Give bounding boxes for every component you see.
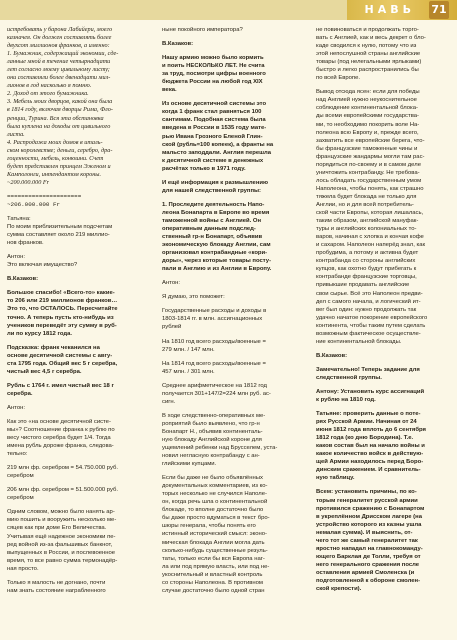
text-line: шюры генерала, чтобы понять его [162, 523, 256, 530]
paragraph [162, 338, 300, 354]
text-line: ная просто. [7, 565, 39, 572]
text-line: динским сражением. И сравнитель- [316, 467, 421, 474]
text-line: ми, то необходимо покорить воле На- [316, 121, 420, 128]
text-line: 1812 года (ко дню Бородина). Т.е. [316, 435, 414, 442]
section-title: НАВЬ [364, 3, 415, 16]
text-line: будет представлен принцем Эженом и [7, 162, 111, 170]
text-line: континента, чтобы таким путем сделать [316, 322, 426, 329]
paragraph [316, 88, 454, 346]
text-line: случае достаточно было одной стран [162, 587, 265, 594]
text-line: вать с Англией, как и весь декрет о бло- [316, 35, 426, 42]
text-line: товары (под нелегальными ярлыками) [316, 59, 422, 66]
text-line: казначея. Он должен составлять более [7, 34, 112, 42]
text-line: по всей Европе. [316, 75, 361, 82]
text-line: Камполонги, интендантом короны. [7, 170, 102, 178]
text-line: Антон: [162, 280, 180, 287]
text-line: 206 млн фр. серебром = 51.500.000 руб. [7, 487, 118, 494]
text-line: Государственные расходы и доходы в [162, 308, 267, 315]
text-line: организовал контрабандные «кори- [162, 250, 268, 257]
text-line: Всем: установить причины, по ко- [316, 489, 417, 496]
text-line: уничтожить контрабанду. Не требова- [316, 169, 420, 176]
text-line: устройство которого из казны ушла [316, 521, 422, 528]
text-line: Антону: Установить курс ассигнаций [316, 388, 425, 395]
text-line: бюджета России на любой год XIX [162, 79, 263, 86]
text-line: немалая сумма). И выяснить, от- [316, 529, 413, 536]
text-line: к рублю на 1810 год. [316, 397, 376, 404]
text-line: Татьяна: [7, 216, 31, 223]
text-line: 457 млн. / 301 млн. [162, 368, 215, 375]
paragraph [7, 26, 145, 187]
text-line: сяцев как при доме Его Величества. [7, 525, 107, 532]
text-line: Среднее арифметическое на 1812 год [162, 382, 267, 389]
text-line: сумма составляет около 219 миллио- [7, 232, 110, 239]
text-line: Замечательно! Теперь задание для [316, 366, 420, 373]
text-line: над Англией нужно неукоснительное [316, 97, 417, 104]
text-line: расчётах только в 1971 году. [162, 165, 246, 172]
text-line: В.Казаков: [7, 276, 39, 283]
text-line: для нашей следственной группы: [162, 187, 262, 194]
text-line: учеников переведёт эту сумму в руб- [7, 322, 117, 329]
text-line: мическая блокада Англии могла дать [162, 539, 265, 546]
text-line: двухсот миллионов франков, а именно: [7, 42, 110, 50]
text-line: точно. А теперь пусть кто-нибудь из [7, 314, 114, 321]
text-line: они составляли более двенадцати мил- [7, 74, 111, 82]
text-line: яростно нападал на главнокоманду- [316, 545, 423, 552]
text-line: ланные мной в течение четырнадцати [7, 58, 111, 66]
paragraph [162, 412, 300, 468]
paragraph [316, 488, 454, 593]
text-line: порядиться по-своему и в самом деле [316, 161, 421, 168]
text-line: бы французские таможенные чины и [316, 145, 418, 152]
paragraph [7, 508, 145, 572]
text-line: сколько-нибудь существенные резуль- [162, 547, 268, 554]
text-line: время, то все равно сумма термонадёр- [7, 557, 118, 564]
text-line: в укреплённом Дрисском лагере (на [316, 513, 422, 520]
text-line: оставления армией Смоленска (и [316, 569, 415, 576]
text-line: 1803-1814 гг. в млн. ассигнационных [162, 316, 263, 323]
text-line: экономическую блокаду Англии, сам [162, 242, 271, 249]
paragraph [7, 382, 145, 398]
text-line: июня 1812 года вплоть до 6 сентября [316, 427, 426, 434]
text-line: Нашу армию можно было кормить [162, 55, 264, 62]
text-line: Антон: [7, 254, 25, 261]
paragraph [7, 464, 145, 480]
text-line: возможным фактическое осуществле- [316, 330, 421, 337]
text-line: Наполеона, чтобы понять, как страшно [316, 185, 424, 192]
paragraph [162, 382, 300, 406]
text-line: лионов в год насколько я помню. [7, 82, 92, 90]
text-line: ную блокаду Английской короне для [162, 436, 262, 443]
text-line: оперативным данным подслед- [162, 225, 256, 232]
text-line: торых несколько не случился Наполе- [162, 491, 267, 498]
text-line: укоснительный и властный контроль [162, 571, 263, 578]
text-line: дел с самого начала, и логический ит- [316, 298, 421, 305]
text-line: и поить НЕСКОЛЬКО ЛЕТ. Не счита [162, 63, 265, 70]
text-line: новил негласную контрабанду с ан- [162, 453, 260, 460]
paragraph [7, 215, 145, 247]
text-line: серебром [7, 495, 34, 502]
text-line: Подсказка: франк чеканился на [7, 344, 100, 351]
text-line: документальных комментариев, из ко- [162, 483, 268, 490]
text-line: выпущенных в России, и послевоенное [7, 549, 116, 556]
text-line: него генерального сражения после [316, 561, 420, 568]
text-line: рублей [162, 324, 182, 331]
text-line: туры и английских колониальных то- [316, 226, 417, 233]
paragraph [162, 179, 300, 195]
text-line: ущемлений ребенки над Брусселем, уста- [162, 445, 278, 452]
text-line: и сахаром. Наполеон наперёд знал, как [316, 242, 426, 249]
text-line: привыкшие продавать английские [316, 282, 410, 289]
text-line: варов, начиная с хлопка и кончая кофе [316, 234, 424, 241]
paragraph [316, 26, 454, 82]
text-line: ющего Барклая де Толли, требуя от [316, 553, 421, 560]
text-line: тельно: [7, 451, 28, 458]
text-line: таты, только если бы вся Европа наг- [162, 555, 265, 562]
text-line: глийскими купцами. [162, 461, 217, 468]
text-line: имена рубль дороже франка, следова- [7, 443, 114, 450]
text-line: Это то, что ОСТАЛОСЬ. Пересчитайте [7, 306, 118, 313]
text-line: удачно начатое покорение европейского [316, 314, 428, 321]
text-line: серебра. [7, 390, 33, 397]
text-line: каков состав был на начало войны и [316, 443, 425, 450]
text-line: ственный гр-н Бонапарт, объявив [162, 234, 263, 241]
text-line: к десятичной системе в денежных [162, 157, 264, 164]
text-line: получается 301+147/2=224 млн руб. ас- [162, 390, 271, 397]
text-line: ла или под прямую власть, или под не- [162, 563, 270, 570]
text-line: В.Казаков: [162, 41, 194, 48]
text-line: Если бы даже не было объявлённых [162, 475, 263, 482]
paragraph [316, 352, 454, 360]
paragraph [162, 26, 300, 34]
text-line: основе десятичной системы с авгу- [7, 352, 113, 359]
text-line: весу чистого серебра будет 1/4. Тогда [7, 435, 111, 442]
text-line: Учитывая ещё надежное экономики пе- [7, 533, 116, 540]
text-line: контрабанда со стороны английских [316, 258, 416, 265]
text-line: введена в России в 1535 году мате- [162, 125, 267, 132]
text-line: блокаде, то вполне достаточно было [162, 507, 264, 514]
text-line: ста 1795 года. Общий вес 5 г серебра, [7, 360, 118, 367]
paragraph [316, 366, 454, 382]
text-line: 4. Распродажа моих домов в италь- [7, 138, 103, 146]
text-line: века. [162, 87, 177, 94]
text-line: таким образом, английской мануфак- [316, 218, 419, 225]
paragraph [162, 293, 300, 301]
text-line: гоценности, мебель, конюшни. Счет [7, 154, 104, 162]
paragraph [162, 100, 300, 172]
text-line: контрабанде французские торговцы, [316, 274, 417, 281]
text-line: роприятий было выявлено, что гр-н [162, 420, 260, 427]
text-line: истинный исторический смысл: эконо- [162, 531, 267, 538]
text-line: когда 1 франк стал равняться 100 [162, 109, 262, 116]
text-line: ред войной из-за фальшивых банкнот, [7, 541, 113, 548]
text-line: листа. [7, 130, 25, 138]
text-line: 2. Доход от этого бумажника. [7, 90, 89, 98]
text-line: ском королевстве; деньги, серебро, дра- [7, 146, 113, 154]
text-line: ныне покойного императора? [162, 27, 243, 33]
text-line: В.Казаков: [316, 352, 348, 359]
text-line: лет согласно моему цивильному листу; [7, 66, 110, 74]
text-line: ли по курсу 1812 года. [7, 330, 73, 337]
text-line: 3. Мебель моих дворцов, какой она была [7, 98, 113, 106]
text-line: ской части Европы, которая лишалась, [316, 210, 424, 217]
paragraph [7, 486, 145, 502]
text-line: следственной группы. [316, 374, 382, 381]
text-line: В ходе следственно-оперативных ме- [162, 412, 266, 419]
paragraph [7, 418, 145, 458]
text-line: ской (рубль=100 копеек), а франты на [162, 141, 274, 148]
text-line: торым генералитет русской армии [316, 497, 418, 504]
paragraph [162, 360, 300, 376]
text-line: леона Бонапарта в Европе во время [162, 209, 270, 216]
paragraph [162, 201, 300, 273]
text-line: ренции, Турина. Вся эта обстановка [7, 114, 104, 122]
text-line: какое количество войск в действую- [316, 451, 424, 458]
text-line: вег был один: нужно продолжать так [316, 306, 417, 313]
text-line: рях Русской Армии. Начиная от 24 [316, 419, 417, 426]
running-header [0, 0, 457, 20]
text-line: 219 млн фр. серебром = 54.750.000 руб. [7, 465, 118, 472]
text-line: этой непослушной страны английские [316, 51, 421, 58]
paragraph [162, 307, 300, 331]
text-line: французские жандармы могли там рас- [316, 153, 425, 160]
text-line: серебром [7, 473, 34, 480]
text-line: не повиноваться и продолжать торго- [316, 27, 419, 33]
text-line: Из основе десятичной системы это [162, 101, 267, 108]
text-line: таможенной войны с Англией. Он [162, 217, 262, 224]
text-line: тяжела будет блокада не только для [316, 193, 417, 200]
text-line: доры», через которые товары посту- [162, 258, 272, 265]
text-line: пали в Англию и из Англии в Европу. [162, 266, 272, 273]
paragraph [316, 388, 454, 404]
paragraph [7, 289, 145, 337]
text-line: мию пошить и вооружить несколько ме- [7, 517, 117, 524]
text-line: ~200.000.000 Fr [7, 178, 50, 186]
paragraph [162, 54, 300, 94]
text-column-right [316, 26, 454, 599]
text-column-left [7, 26, 145, 601]
paragraph [7, 193, 145, 209]
text-line: Одним словом, можно было нанять ар- [7, 509, 115, 516]
paragraph [7, 404, 145, 412]
text-line: со стороны Наполеона. В противном [162, 579, 263, 586]
text-line: нам знать состояние награбленного [7, 587, 106, 594]
text-line: ние континентальной блокады. [316, 338, 402, 345]
text-line: пробудима, а потому и активна будет [316, 250, 419, 257]
text-line: 1. Бумажник, содержащий экономии, сде- [7, 50, 119, 58]
page-number: 71 [429, 1, 449, 19]
text-line: захватить все европейские берега, что- [316, 137, 425, 144]
text-line: нов франков. [7, 240, 44, 247]
text-column-middle [162, 26, 300, 601]
text-line: истребовать у барона Лабийери, моего [7, 26, 113, 33]
text-line: Это включая имущество? [7, 262, 78, 269]
paragraph [162, 474, 300, 595]
text-line: каде сводился к нулю, потому что из [316, 43, 417, 50]
text-line: купцов, как охотно будут прибегать к [316, 266, 417, 273]
text-line: Бонапарт Н., объявив континенталь- [162, 428, 263, 435]
text-line: сигн. [162, 398, 176, 405]
text-line: 1. Проследите деятельность Напо- [162, 201, 265, 208]
text-line: соблюдение континентальной блока- [316, 105, 418, 112]
text-line: сантимам. Подобная система была [162, 117, 266, 124]
text-line: рью Ивана Грозного Еленой Глин- [162, 133, 263, 140]
paragraph [162, 40, 300, 48]
text-line: Рубль с 1764 г. имел чистый вес 18 г [7, 382, 114, 389]
paragraph [7, 579, 145, 595]
paragraph [316, 410, 454, 482]
text-line: Как это «на основе десятичной систе- [7, 418, 111, 425]
text-line: свои сырье. Всё это Наполеон предви- [316, 290, 423, 297]
text-line: лось обладать государственным умом [316, 177, 422, 184]
text-line: ской крепости). [316, 586, 362, 593]
text-line: щей Армии находилось перед Боро- [316, 459, 424, 466]
text-line: ды всеми европейскими государства- [316, 113, 419, 120]
text-line: то 206 или 219 миллионов франков… [7, 298, 118, 305]
text-line: подготовленной к обороне смолен- [316, 578, 421, 584]
paragraph [162, 279, 300, 287]
text-line: мальсто заподдали. Англия перешла [162, 149, 272, 156]
text-line: за труд, посмотри цифры военного [162, 71, 266, 78]
text-line: чистый вес 4,5 г серебра. [7, 368, 82, 375]
text-line: бы даже просто вдуматься в текст бро- [162, 515, 270, 522]
text-line: полеона всю Европу и, прежде всего, [316, 129, 419, 136]
text-line: ~206.000.000 Fr [7, 200, 61, 208]
text-line: И ещё информация к размышлению [162, 179, 269, 186]
text-line: Вывод отсюда ясен: если для победы [316, 89, 420, 96]
text-line: По моим приблизительным подсчетам [7, 224, 113, 231]
text-line: быстро и легко распространились бы [316, 67, 419, 74]
paragraph [7, 344, 145, 376]
paragraph [7, 275, 145, 283]
text-line: Большое спасибо! «Всего-то» какие- [7, 290, 115, 297]
text-line: чего тот же самый генералитет так [316, 537, 418, 544]
text-line: 279 млн. / 147 млн. [162, 346, 215, 353]
text-line: противился сражению с Бонапартом [316, 505, 425, 512]
text-line: На 1810 год всего расходы/военные = [162, 338, 266, 345]
text-line: Татьяне: проверить данные о поте- [316, 411, 421, 418]
text-line: На 1814 год всего расходы/военные = [162, 360, 266, 367]
text-line: была куплена на доходы от цивильного [7, 122, 111, 130]
paragraph [7, 253, 145, 269]
text-line: в 1814 году, включая дворцы Рима, Фло- [7, 106, 113, 114]
text-line: Я думаю, это поможет: [162, 294, 225, 301]
text-line: мы»? Соотношение франка к рублю по [7, 427, 115, 434]
text-line: ную таблицу. [316, 475, 355, 482]
text-line: Англии, но и для всей потребитель- [316, 201, 414, 208]
text-line: он, когда речь шла о континентальной [162, 499, 268, 506]
text-line: Только я малость не догнано, почти [7, 579, 106, 586]
text-line: Антон: [7, 404, 25, 411]
text-line: ===================== [7, 192, 82, 200]
